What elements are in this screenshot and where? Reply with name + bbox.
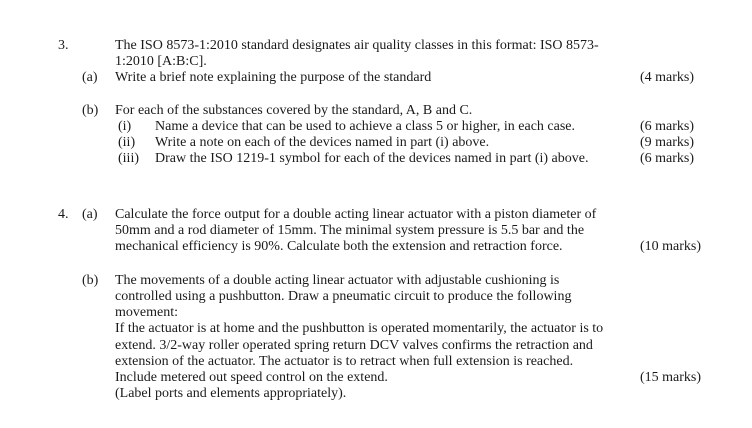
question-3b-ii-marks: (9 marks) [640,135,695,150]
question-3b-i-label: (i) [118,119,132,134]
question-3b-iii-text: Draw the ISO 1219-1 symbol for each of the devices named in part (i) above. [155,151,589,166]
question-3a-text: Write a brief note explaining the purpose of the standard [115,70,432,85]
question-4b-line-1: The movements of a double acting linear actuator with adjustable cushioning is [115,273,560,288]
question-3b-label: (b) [82,103,99,118]
question-4b-line-7: Include metered out speed control on the extend. [115,370,388,385]
question-4b-label: (b) [82,273,99,288]
question-4a-line-2: 50mm and a rod diameter of 15mm. The minimal system pressure is 5.5 bar and the [115,223,585,238]
question-3-intro-line-2: 1:2010 [A:B:C]. [115,54,207,69]
question-4a-label: (a) [82,207,98,222]
question-4b-line-2: controlled using a pushbutton. Draw a pneumatic circuit to produce the following [115,289,572,304]
question-4a-line-1: Calculate the force output for a double acting linear actuator with a piston diameter of [115,207,597,222]
question-3a-label: (a) [82,70,98,85]
question-4b-line-8: (Label ports and elements appropriately). [115,386,347,401]
question-4a-marks: (10 marks) [640,239,702,254]
question-3a-marks: (4 marks) [640,70,695,85]
question-4b-line-4: If the actuator is at home and the pushbutton is operated momentarily, the actuator is to [115,321,604,336]
question-3b-ii-text: Write a note on each of the devices named in part (i) above. [155,135,490,150]
question-4b-line-6: extension of the actuator. The actuator is to retract when full extension is reached. [115,354,574,369]
question-4b-marks: (15 marks) [640,370,702,385]
question-4-number: 4. [58,207,69,222]
question-3b-i-marks: (6 marks) [640,119,695,134]
question-3-number: 3. [58,38,69,53]
question-3b-text: For each of the substances covered by the standard, A, B and C. [115,103,473,118]
question-3b-iii-label: (iii) [118,151,139,166]
question-3b-ii-label: (ii) [118,135,136,150]
question-4b-line-5: extend. 3/2-way roller operated spring return DCV valves confirms the retraction and [115,338,593,353]
question-4a-line-3: mechanical efficiency is 90%. Calculate both the extension and retraction force. [115,239,563,254]
question-3-intro-line-1: The ISO 8573-1:2010 standard designates air quality classes in this format: ISO 8573- [115,38,599,53]
question-4b-line-3: movement: [115,305,178,320]
question-3b-i-text: Name a device that can be used to achieve a class 5 or higher, in each case. [155,119,576,134]
question-3b-iii-marks: (6 marks) [640,151,695,166]
